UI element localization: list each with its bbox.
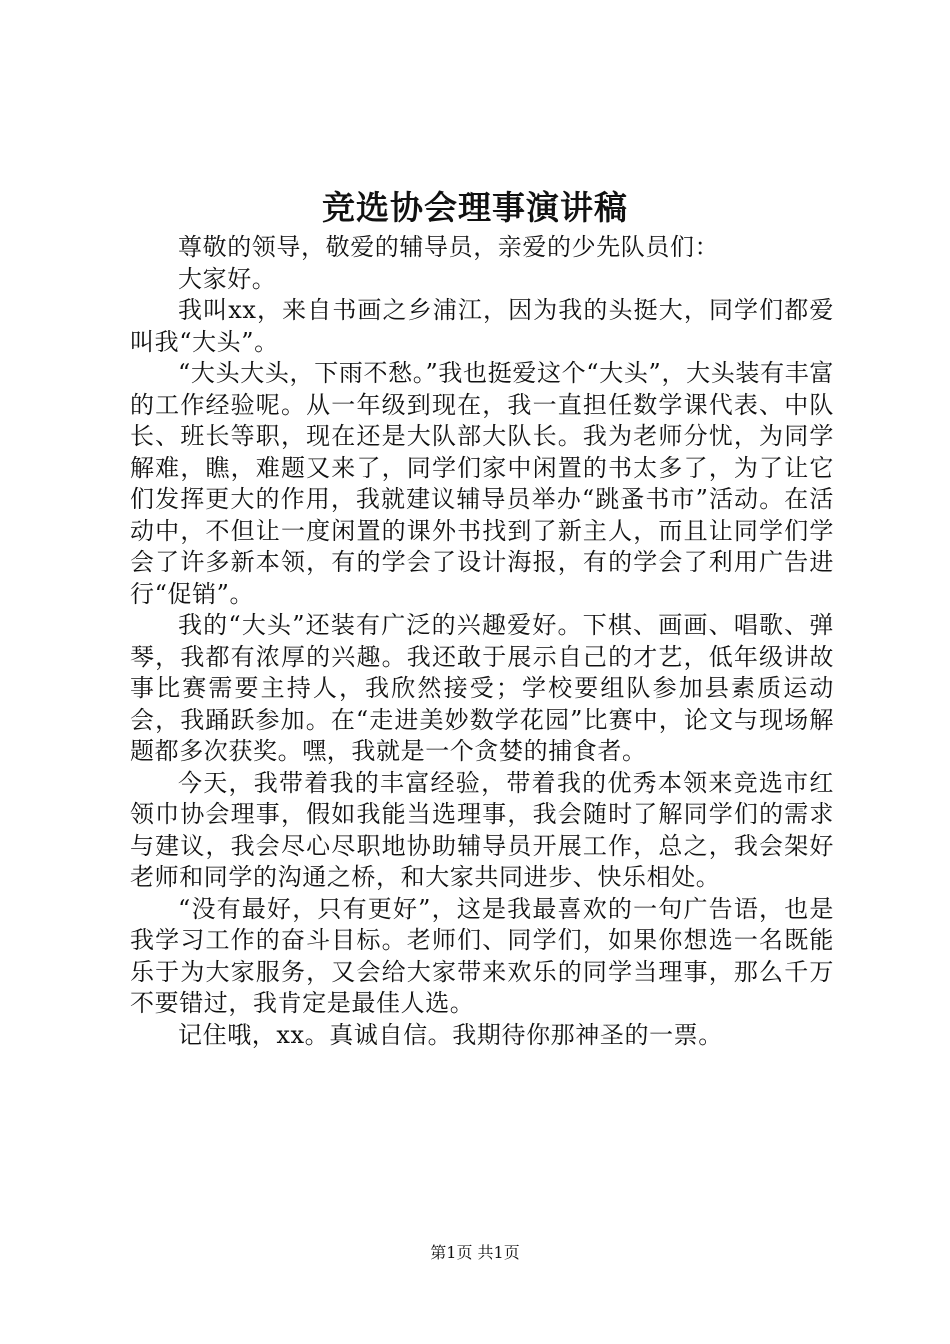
paragraph-introduction: 我叫xx，来自书画之乡浦江，因为我的头挺大，同学们都爱叫我“大头”。 <box>130 296 834 356</box>
paragraph-closing: 记住哦，xx。真诚自信。我期待你那神圣的一票。 <box>178 1020 723 1049</box>
document-title: 竞选协会理事演讲稿 <box>322 188 628 227</box>
paragraph-commitment: 今天，我带着我的丰富经验，带着我的优秀本领来竞选市红领巾协会理事，假如我能当选理事，我会随时了解同学们的需求与建议，我会尽心尽职地协助辅导员开展工作，总之，我会架好老师和同学的沟通之桥，和大家共同进步、快乐相处。 <box>130 768 834 891</box>
paragraph-motto: “没有最好，只有更好”，这是我最喜欢的一句广告语，也是我学习工作的奋斗目标。老师们、同学们，如果你想选一名既能乐于为大家服务，又会给大家带来欢乐的同学当理事，那么千万不要错过，我肯定是最佳人选。 <box>130 894 834 1017</box>
document-body <box>130 232 834 1051</box>
paragraph-experience: “大头大头，下雨不愁。”我也挺爱这个“大头”，大头装有丰富的工作经验呢。从一年级到现在，我一直担任数学课代表、中队长、班长等职，现在还是大队部大队长。我为老师分忧，为同学解难，瞧，难题又来了，同学们家中闲置的书太多了，为了让它们发挥更大的作用，我就建议辅导员举办“跳蚤书市”活动。在活动中，不但让一度闲置的课外书找到了新主人，而且让同学们学会了许多新本领，有的学会了设计海报，有的学会了利用广告进行“促销”。 <box>130 359 834 608</box>
paragraph-greeting: 大家好。 <box>178 264 277 293</box>
paragraph-hobbies: 我的“大头”还装有广泛的兴趣爱好。下棋、画画、唱歌、弹琴，我都有浓厚的兴趣。我还敢于展示自己的才艺，低年级讲故事比赛需要主持人，我欣然接受；学校要组队参加县素质运动会，我踊跃参加。在“走进美妙数学花园”比赛中，论文与现场解题都多次获奖。嘿，我就是一个贪婪的捕食者。 <box>130 611 834 765</box>
page-footer: 第1页 共1页 <box>430 1243 520 1262</box>
paragraph-salutation: 尊敬的领导，敬爱的辅导员，亲爱的少先队员们： <box>178 233 720 261</box>
